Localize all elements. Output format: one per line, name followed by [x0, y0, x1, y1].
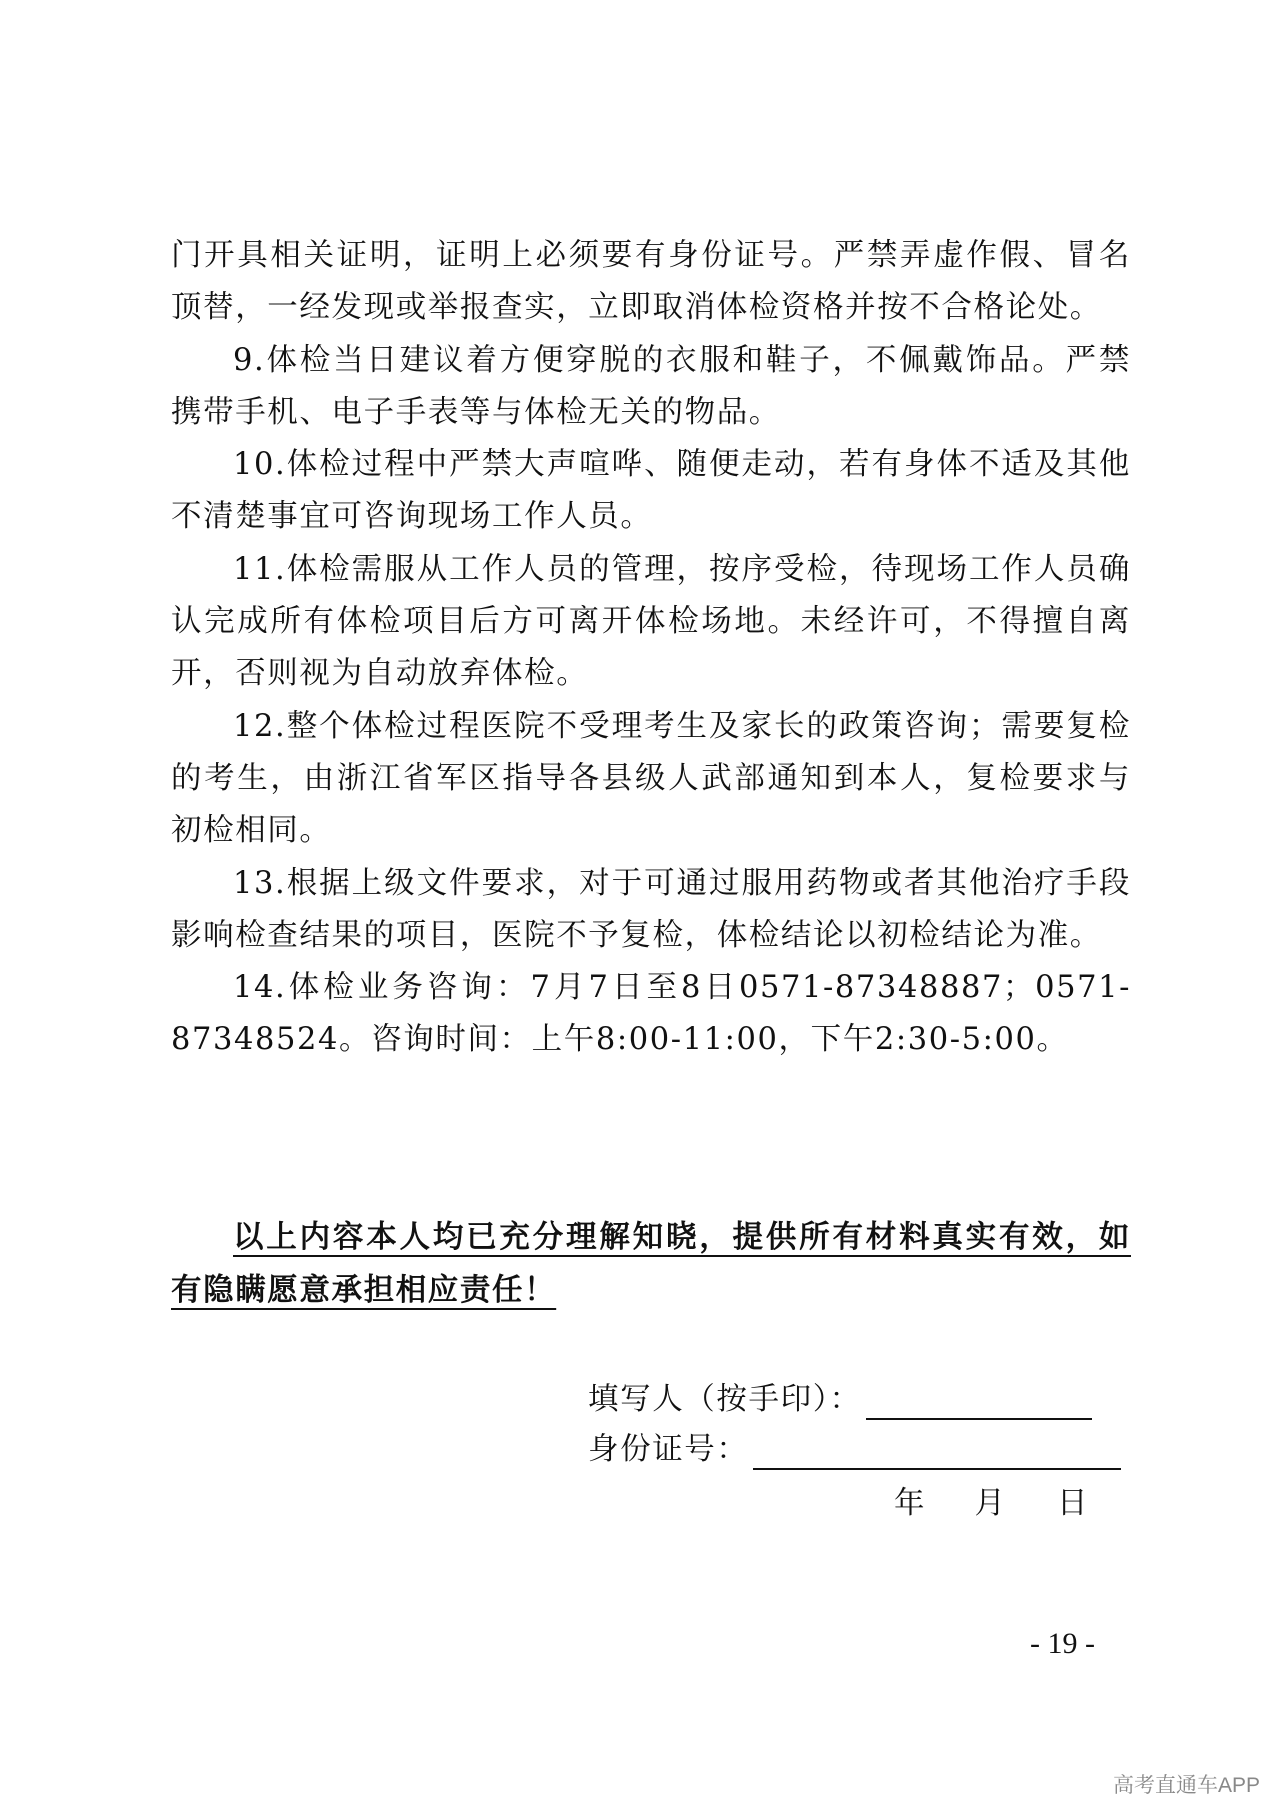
date-month: 月: [974, 1486, 1005, 1521]
watermark: 高考直通车APP: [1112, 1774, 1260, 1797]
date-row: [894, 1484, 1088, 1524]
id-number-blank-line[interactable]: [753, 1434, 1121, 1470]
paragraph-item-11: 11.体检需服从工作人员的管理，按序受检，待现场工作人员确认完成所有体检项目后方可离开体检场地。未经许可，不得擅自离开，否则视为自动放弃体检。: [171, 551, 1131, 692]
id-number-label: 身份证号：: [588, 1432, 749, 1467]
paragraph-item-9: 9.体检当日建议着方便穿脱的衣服和鞋子，不佩戴饰品。严禁携带手机、电子手表等与体检无关的物品。: [171, 342, 1131, 430]
paragraph-item-12: 12.整个体检过程医院不受理考生及家长的政策咨询；需要复检的考生，由浙江省军区指导各县级人武部通知到本人，复检要求与初检相同。: [171, 708, 1131, 849]
paragraph-continuation: 门开具相关证明，证明上必须要有身份证号。严禁弄虚作假、冒名顶替，一经发现或举报查实，立即取消体检资格并按不合格论处。: [171, 238, 1131, 326]
page-number: - 19 -: [1030, 1627, 1095, 1660]
id-number-row: [588, 1430, 1121, 1470]
pledge-statement: [171, 1211, 1131, 1317]
date-day: 日: [1057, 1486, 1088, 1521]
paragraph-item-10: 10.体检过程中严禁大声喧哗、随便走动，若有身体不适及其他不清楚事宜可咨询现场工作人员。: [171, 447, 1131, 535]
date-year: 年: [894, 1486, 925, 1521]
signer-row: [588, 1380, 1092, 1420]
body-text: [171, 230, 1131, 1067]
paragraph-item-14: 14.体检业务咨询：7月7日至8日0571-87348887；0571-87348524。咨询时间：上午8:00-11:00，下午2:30-5:00。: [171, 970, 1131, 1058]
paragraph-item-13: 13.根据上级文件要求，对于可通过服用药物或者其他治疗手段影响检查结果的项目，医院不予复检，体检结论以初检结论为准。: [171, 865, 1131, 953]
signer-label: 填写人（按手印）：: [588, 1382, 862, 1417]
signer-blank-line[interactable]: [866, 1384, 1092, 1420]
pledge-text: 以上内容本人均已充分理解知晓，提供所有材料真实有效，如有隐瞒愿意承担相应责任！: [171, 1219, 1131, 1308]
